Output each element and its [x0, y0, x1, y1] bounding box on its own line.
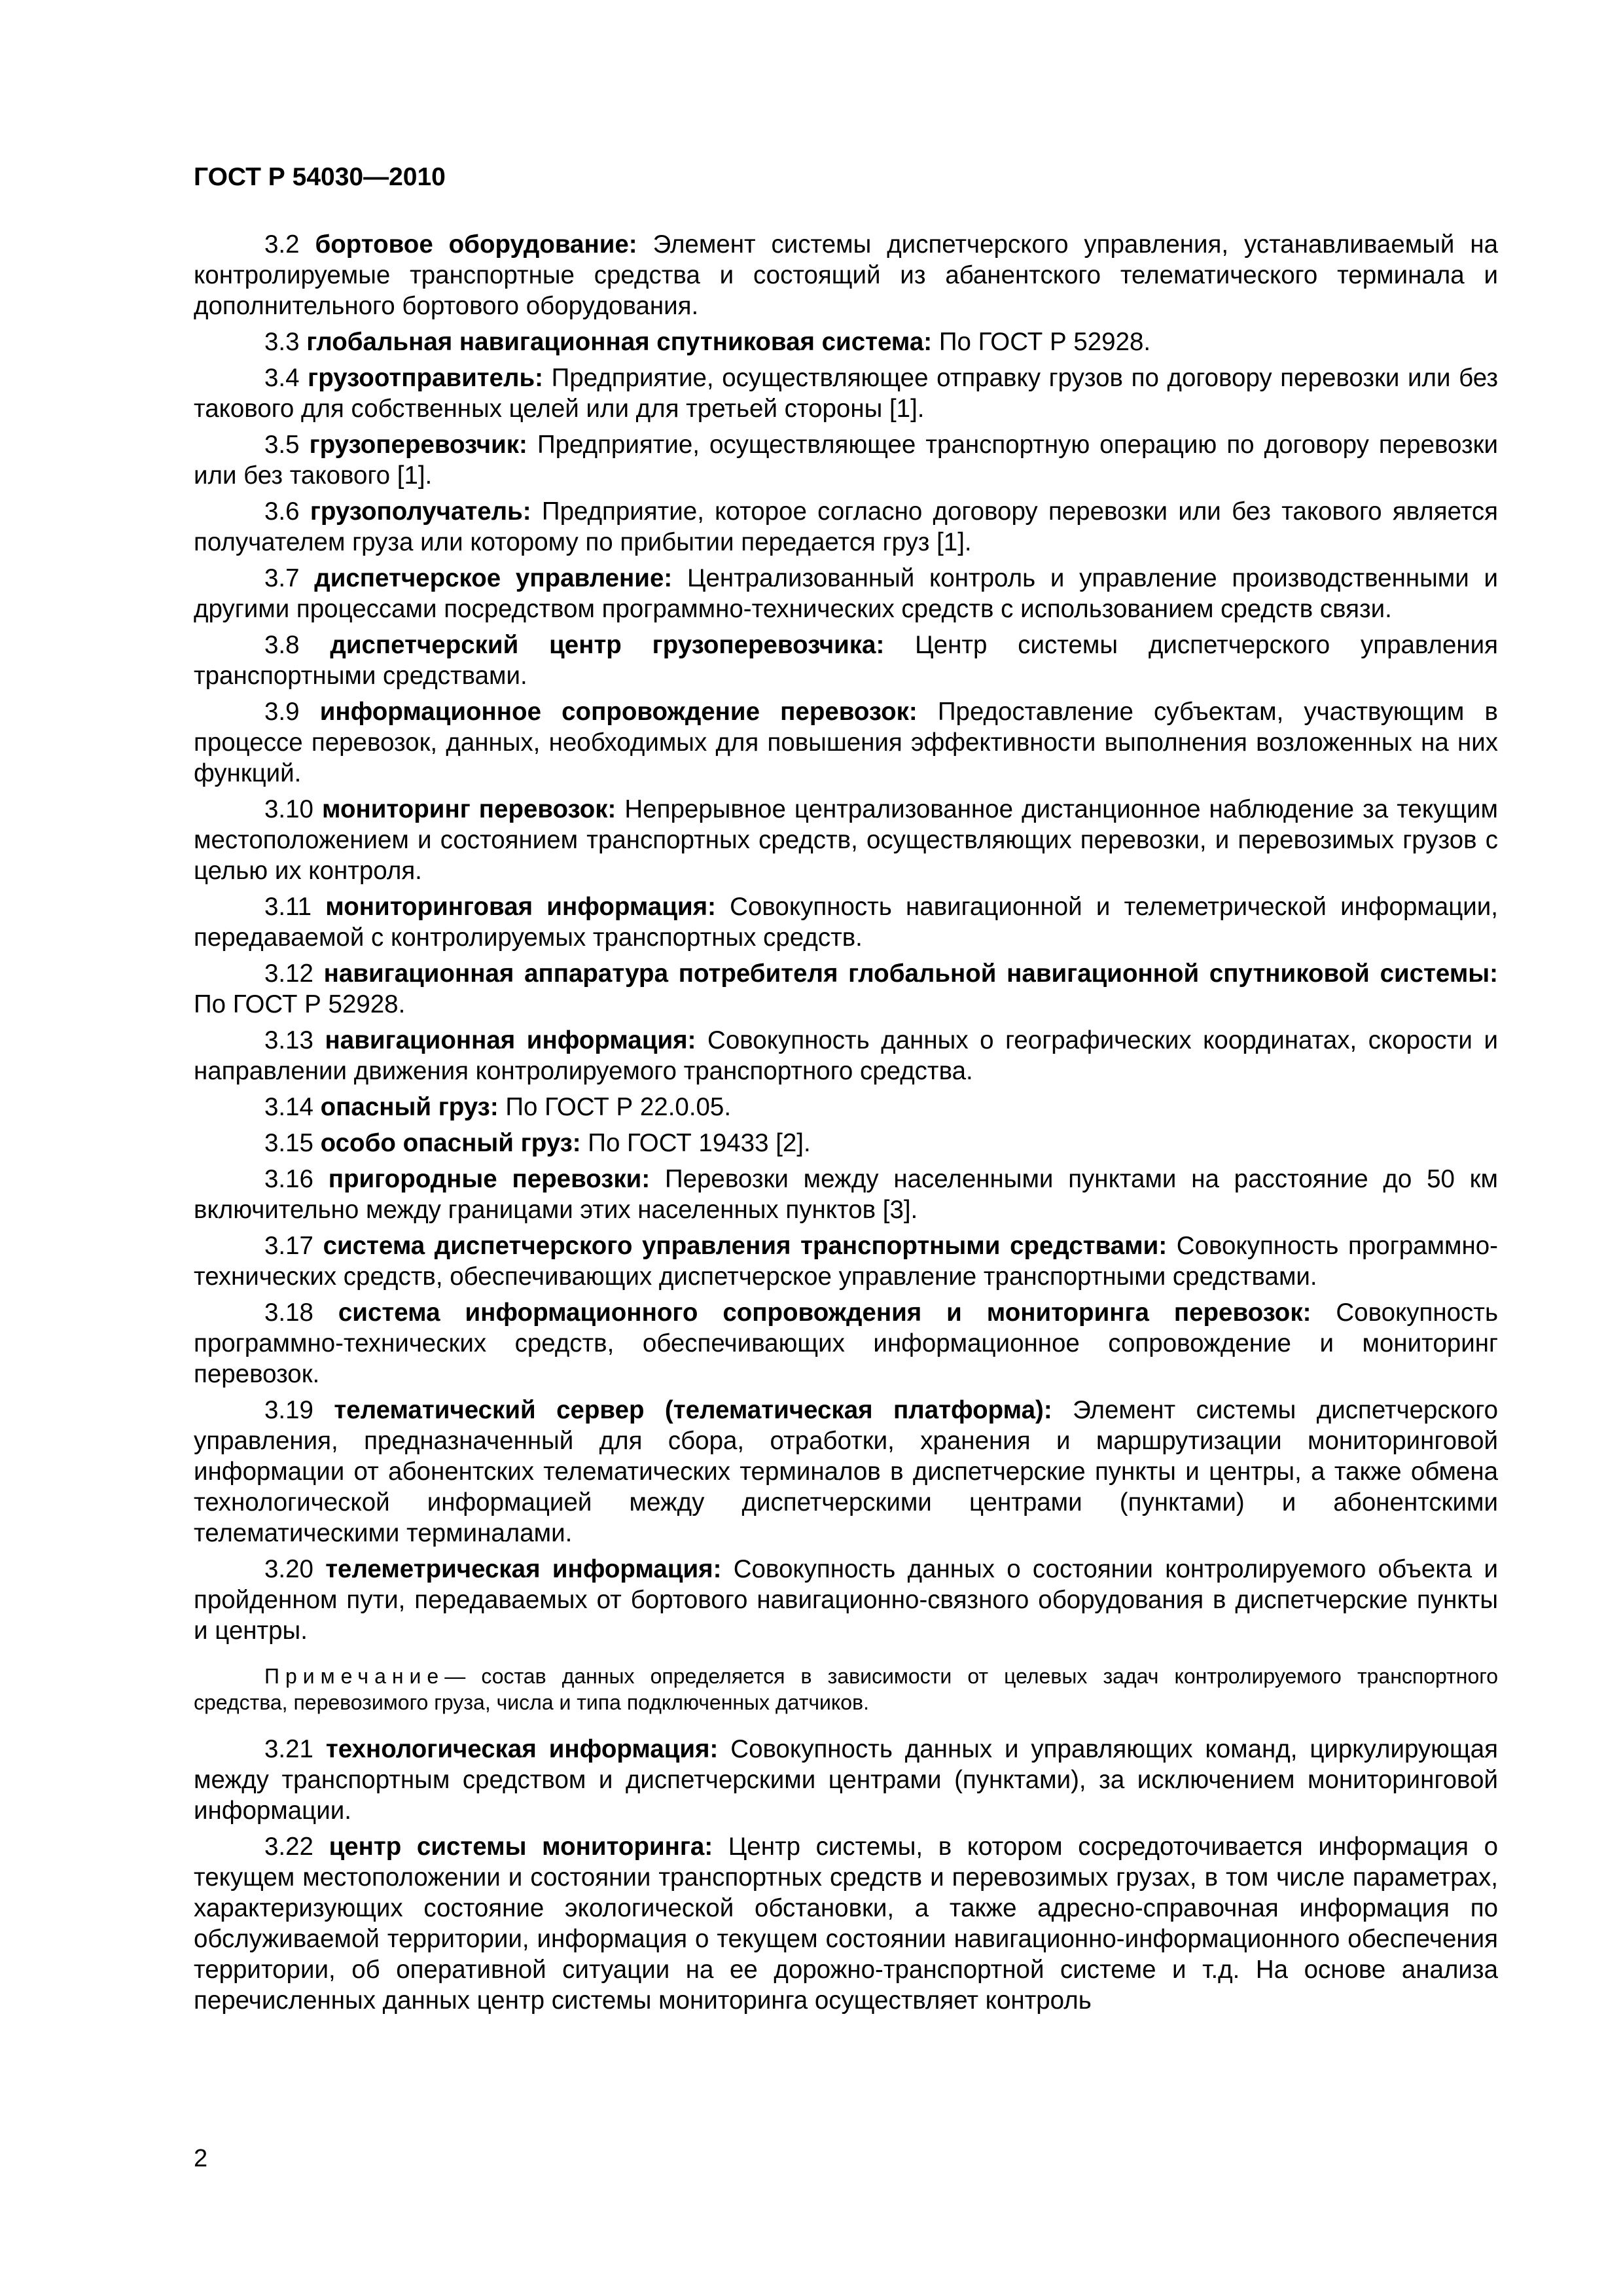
entry-term: грузоперевозчик:	[309, 431, 527, 459]
entry-term: глобальная навигационная спутниковая система:	[306, 328, 933, 356]
entry-text: Предоставление субъектам, участвующим в процессе перевозок, данных, необходимых для повышения эффективности выполнения возложенных на них функций.	[194, 698, 1499, 787]
entry-text: Перевозки между населенными пунктами на расстояние до 50 км включительно между границами этих населенных пунктов [3].	[194, 1165, 1498, 1224]
entry-term: телематический сервер (телематическая платформа):	[334, 1396, 1052, 1424]
definition-entry	[194, 363, 1498, 424]
entry-number: 3.19	[264, 1396, 313, 1424]
entry-text: Предприятие, осуществляющее отправку грузов по договору перевозки или без такового для собственных целей или для третьей стороны [1].	[194, 364, 1498, 423]
entry-term: бортовое оборудование:	[315, 230, 637, 259]
definition-entry	[194, 1734, 1498, 1826]
entry-number: 3.8	[264, 631, 300, 659]
definition-entry	[194, 630, 1498, 691]
entry-text: Централизованный контроль и управление производственными и другими процессами посредством программно-технических средств с использованием средств связи.	[194, 564, 1499, 623]
entry-term: телеметрическая информация:	[325, 1555, 722, 1583]
entry-term: система диспетчерского управления транспортными средствами:	[323, 1232, 1168, 1260]
entry-text: Совокупность навигационной и телеметрической информации, передаваемой с контролируемых транспортных средств.	[194, 893, 1498, 952]
note-paragraph	[194, 1663, 1498, 1715]
entry-number: 3.14	[264, 1093, 313, 1121]
entry-text: Совокупность программно-технических средств, обеспечивающих информационное сопровождение и мониторинг перевозок.	[194, 1299, 1498, 1388]
definition-entry	[194, 1831, 1498, 2016]
entry-number: 3.12	[264, 960, 313, 988]
entry-term: опасный груз:	[320, 1093, 499, 1121]
entry-number: 3.4	[264, 364, 300, 392]
entry-term: информационное сопровождение перевозок:	[319, 698, 918, 726]
entry-text: По ГОСТ 19433 [2].	[588, 1129, 811, 1157]
entry-number: 3.16	[264, 1165, 313, 1193]
definition-entry	[194, 696, 1498, 789]
entry-number: 3.3	[264, 328, 300, 356]
entry-text: Совокупность данных и управляющих команд, циркулирующая между транспортным средством и диспетчерскими центрами (пунктами), за исключением мониторинговой информации.	[194, 1735, 1498, 1825]
entry-text: Совокупность программно-технических средств, обеспечивающих диспетчерское управление транспортными средствами.	[194, 1232, 1499, 1291]
definition-entry	[194, 958, 1498, 1020]
entry-number: 3.20	[264, 1555, 313, 1583]
entry-term: центр системы мониторинга:	[329, 1833, 713, 1861]
definitions-list	[194, 229, 1498, 1646]
definition-entry	[194, 563, 1498, 624]
document-body	[194, 229, 1498, 2021]
entry-term: система информационного сопровождения и мониторинга перевозок:	[338, 1299, 1311, 1327]
entry-number: 3.15	[264, 1129, 313, 1157]
definitions-list-continued	[194, 1734, 1498, 2016]
page-number: 2	[194, 2145, 208, 2172]
entry-text: Элемент системы диспетчерского управления, предназначенный для сбора, отработки, хранения и маршрутизации мониторинговой информации от абонентских телематических терминалов в диспетчерские пункты и центры, а также обмена технологической информацией между диспетчерскими центрами (пунктами) и абонентскими телематическими терминалами.	[194, 1396, 1499, 1547]
entry-number: 3.2	[264, 230, 300, 259]
entry-number: 3.11	[264, 893, 312, 921]
entry-term: мониторинговая информация:	[325, 893, 716, 921]
entry-number: 3.10	[264, 795, 313, 823]
definition-entry	[194, 496, 1498, 558]
definition-entry	[194, 794, 1498, 886]
entry-text: Совокупность данных о географических координатах, скорости и направлении движения контролируемого транспортного средства.	[194, 1026, 1498, 1085]
entry-term: диспетчерское управление:	[314, 564, 673, 592]
entry-text: Центр системы диспетчерского управления транспортными средствами.	[194, 631, 1498, 690]
entry-text: Предприятие, осуществляющее транспортную операцию по договору перевозки или без такового [1].	[194, 431, 1499, 490]
entry-term: навигационная информация:	[325, 1026, 696, 1054]
entry-term: грузоотправитель:	[308, 364, 543, 392]
definition-entry	[194, 229, 1498, 321]
entry-number: 3.5	[264, 431, 300, 459]
definition-entry	[194, 429, 1498, 491]
entry-number: 3.7	[264, 564, 300, 592]
entry-text: Непрерывное централизованное дистанционное наблюдение за текущим местоположением и состоянием транспортных средств, осуществляющих перевозки, и перевозимых грузов с целью их контроля.	[194, 795, 1499, 885]
note-label: Примечание	[264, 1664, 445, 1688]
entry-number: 3.18	[264, 1299, 313, 1327]
entry-text: Совокупность данных о состоянии контролируемого объекта и пройденном пути, передаваемых от бортового навигационно-связного оборудования в диспетчерские пункты и центры.	[194, 1555, 1498, 1645]
definition-entry	[194, 1128, 1498, 1158]
definition-entry	[194, 1297, 1498, 1390]
entry-text: По ГОСТ Р 52928.	[194, 990, 406, 1018]
definition-entry	[194, 1025, 1498, 1086]
definition-entry	[194, 891, 1498, 953]
definition-entry	[194, 1395, 1498, 1549]
definition-entry	[194, 1554, 1498, 1646]
entry-text: Предприятие, которое согласно договору перевозки или без такового является получателем груза или которому по прибытии передается груз [1].	[194, 497, 1499, 556]
entry-number: 3.9	[264, 698, 300, 726]
definition-entry	[194, 1164, 1498, 1225]
entry-number: 3.6	[264, 497, 300, 526]
entry-text: По ГОСТ Р 52928.	[938, 328, 1151, 356]
entry-term: особо опасный груз:	[320, 1129, 581, 1157]
entry-number: 3.13	[264, 1026, 313, 1054]
entry-term: технологическая информация:	[325, 1735, 719, 1763]
entry-number: 3.22	[264, 1833, 313, 1861]
entry-number: 3.17	[264, 1232, 313, 1260]
document-header: ГОСТ Р 54030—2010	[194, 163, 446, 191]
entry-term: грузополучатель:	[310, 497, 531, 526]
entry-term: пригородные перевозки:	[328, 1165, 651, 1193]
entry-term: навигационная аппаратура потребителя глобальной навигационной спутниковой системы:	[323, 960, 1498, 988]
entry-text: По ГОСТ Р 22.0.05.	[505, 1093, 732, 1121]
entry-number: 3.21	[264, 1735, 313, 1763]
note-text: — состав данных определяется в зависимости от целевых задач контролируемого транспортного средства, перевозимого груза, числа и типа подключенных датчиков.	[194, 1664, 1498, 1714]
entry-term: мониторинг перевозок:	[321, 795, 616, 823]
definition-entry	[194, 327, 1498, 357]
definition-entry	[194, 1230, 1498, 1292]
entry-term: диспетчерский центр грузоперевозчика:	[330, 631, 885, 659]
entry-text: Элемент системы диспетчерского управления, устанавливаемый на контролируемые транспортные средства и состоящий из абанентского телематического терминала и дополнительного бортового оборудования.	[194, 230, 1499, 320]
entry-text: Центр системы, в котором сосредоточивается информация о текущем местоположении и состоянии транспортных средств и перевозимых грузах, в том числе параметрах, характеризующих состояние экологической обстановки, а также адресно-справочная информация по обслуживаемой территории, информация о текущем состоянии навигационно-информационного обеспечения территории, об оперативной ситуации на ее дорожно-транспортной системе и т.д. На основе анализа перечисленных данных центр системы мониторинга осуществляет контроль	[194, 1833, 1498, 2015]
definition-entry	[194, 1092, 1498, 1122]
